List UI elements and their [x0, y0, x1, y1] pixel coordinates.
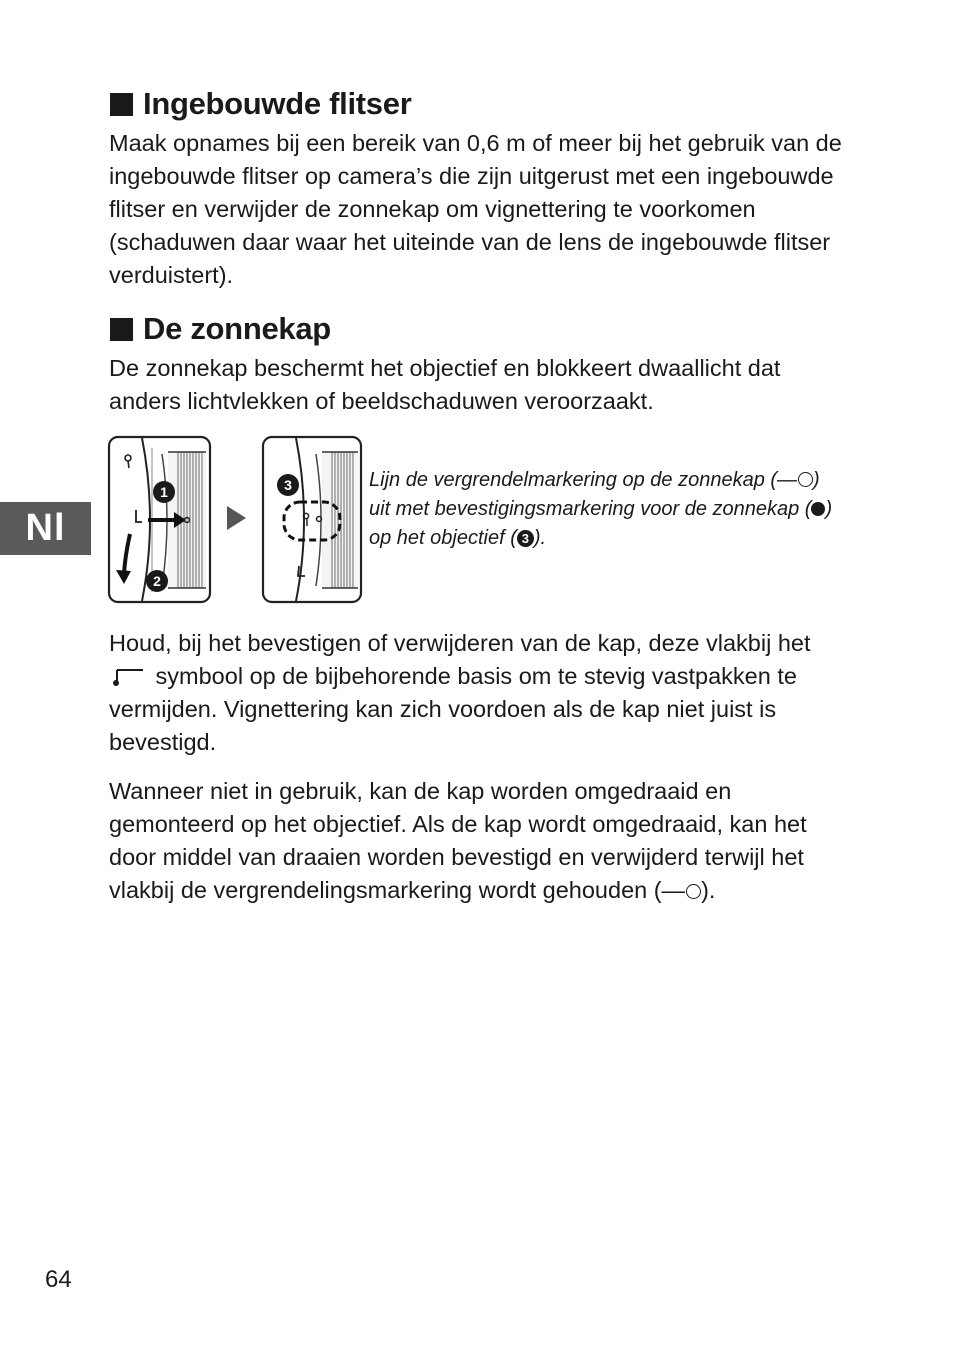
lens-hood-illustration — [106, 434, 366, 606]
flash-paragraph: Maak opnames bij een bereik van 0,6 m of meer bij het gebruik van de ingebouwde flitser op camera’s die zijn uitgerust met een ingebouwde flitser en verwijder de zonnekap om vignettering te voorkomen (schaduwen daar waar het uiteinde van de lens de ingebouwde flitser verduistert). — [109, 130, 842, 288]
hood-paragraph: De zonnekap beschermt het objectief en blokkeert dwaallicht dat anders lichtvlekken of beeldschaduwen veroorzaakt. — [109, 355, 781, 414]
panel-2-mark-alignment — [263, 437, 361, 602]
lock-mark-circle-icon — [686, 884, 701, 899]
section-heading-hood — [110, 311, 331, 347]
hood-mark-symbol-icon — [111, 667, 147, 687]
heading-square-icon — [110, 93, 133, 116]
lock-mark-circle-icon — [798, 472, 813, 487]
mount-mark-dot-icon — [811, 502, 825, 516]
figure-caption: Lijn de vergrendelmarkering op de zonnekap (— ) uit met bevestigingsmarkering voor de zonnekap ( ) op het objectief ( 3 ). — [369, 469, 833, 549]
next-step-arrow-icon — [227, 506, 246, 530]
section-title-hood: De zonnekap — [143, 311, 331, 346]
heading-square-icon — [110, 318, 133, 341]
step-3-inline-icon: 3 — [517, 530, 534, 547]
hood-handling-paragraph: Houd, bij het bevestigen of verwijderen van de kap, deze vlakbij het symbool op de bijbehorende basis om te stevig vastpakken te vermijden. Vignettering kan zich voordoen als de kap niet juist is bevestigd. — [109, 630, 811, 755]
page-number: 64 — [45, 1266, 72, 1293]
step-1-label: 1 — [160, 484, 168, 500]
language-tab: Nl — [0, 502, 91, 555]
reversed-hood-paragraph: Wanneer niet in gebruik, kan de kap worden omgedraaid en gemonteerd op het objectief. Als de kap wordt omgedraaid, kan het door middel van draaien worden bevestigd en verwijderd terwijl het vlakbij de vergrendelingsmarkering wordt gehouden (— ). — [109, 778, 807, 903]
section-title-flash: Ingebouwde flitser — [143, 86, 412, 121]
step-3-label: 3 — [284, 477, 292, 493]
section-heading-flash — [110, 86, 411, 122]
step-2-label: 2 — [153, 573, 161, 589]
